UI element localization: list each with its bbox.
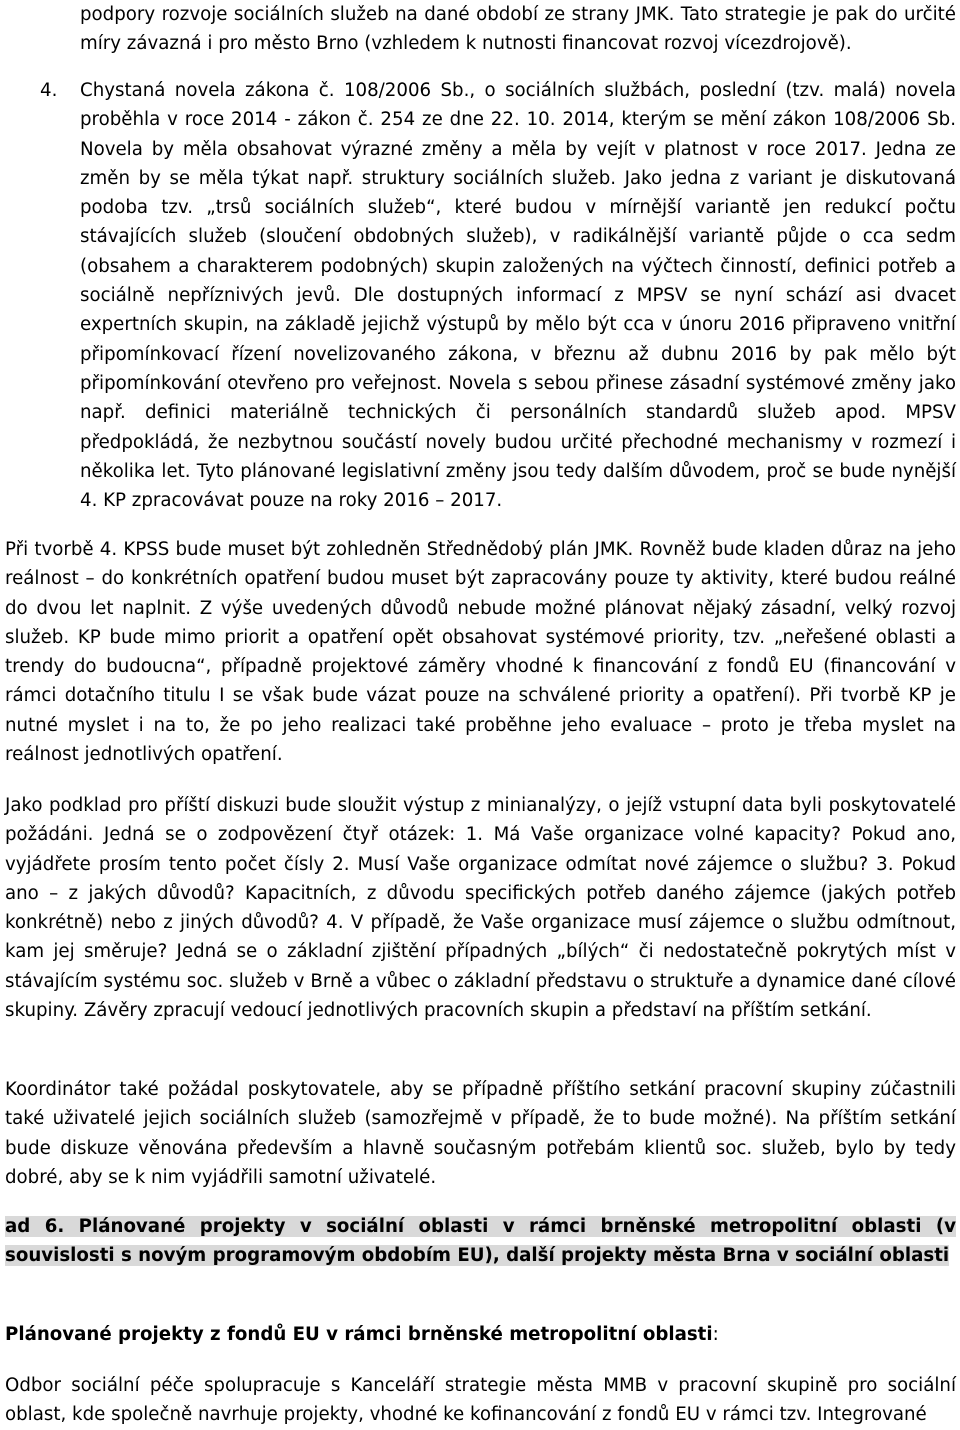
section-heading-ad6 (5, 1212, 956, 1271)
subheading-colon: : (712, 1324, 719, 1345)
paragraph-koordinator: Koordinátor také požádal poskytovatele, aby se případně příštího setkání pracovní skupiny zúčastnili také uživatelé jejich sociálních služeb (samozřejmě v případě, že to bude možné). Na příštím setkání bude diskuze věnována především a hlavně současným potřebám klientů soc. služeb, bylo by tedy dobré, aby se k nim vyjádřili samotní uživatelé. (5, 1079, 956, 1188)
paragraph-kpss: Při tvorbě 4. KPSS bude muset být zohledněn Střednědobý plán JMK. Rovněž bude kladen důraz na jeho reálnost – do konkrétních opatření budou muset být zapracovány pouze ty aktivity, které budou reálné do dvou let naplnit. Z výše uvedených důvodů nebude možné plánovat nějaký zásadní, velký rozvoj služeb. KP bude mimo priorit a opatření opět obsahovat systémové priority, tzv. „neřešené oblasti a trendy do budoucna“, případně projektové záměry vhodné k financování z fondů EU (financování v rámci dotačního titulu I se však bude vázat pouze na schválené priority a opatření). Při tvorbě KP je nutné myslet i na to, že po jeho realizaci také proběhne jeho evaluace – proto je třeba myslet na reálnost jednotlivých opatření. (5, 539, 956, 766)
item-number: 4. (40, 80, 58, 101)
numbered-item-4 (30, 76, 956, 515)
paragraph-odbor: Odbor sociální péče spolupracuje s Kanceláří strategie města MMB v pracovní skupině pro sociální oblast, kde společně navrhuje projekty, vhodné ke kofinancování z fondů EU v rámci tzv. Integrované (5, 1375, 956, 1426)
paragraph-podklad: Jako podklad pro příští diskuzi bude sloužit výstup z minianalýzy, o jejíž vstupní data byli poskytovatelé požádáni. Jedná se o zodpovězení čtyř otázek: 1. Má Vaše organizace volné kapacity? Pokud ano, vyjádřete prosím tento počet čísly 2. Musí Vaše organizace odmítat nové zájemce o službu? 3. Pokud ano – z jakých důvodů? Kapacitních, z důvodu specifických potřeb daného zájemce (jakých potřeb konkrétně) nebo z jiných důvodů? 4. V případě, že Vaše organizace musí zájemce o službu odmítnout, kam jej směruje? Jedná se o základní zjištění případných „bílých“ či nedostatečně pokrytých míst v stávajícím systému soc. služeb v Brně a vůbec o základní představu o struktuře a dynamice dané cílové skupiny. Závěry zpracují vedoucí jednotlivých pracovních skupin a představí na příštím setkání. (5, 795, 956, 1022)
previous-paragraph-tail: podpory rozvoje sociálních služeb na dané období ze strany JMK. Tato strategie je pak do určité míry závazná i pro město Brno (vzhledem k nutnosti financovat rozvoj vícezdrojově). (80, 4, 956, 55)
section-heading-text: ad 6. Plánované projekty v sociální oblasti v rámci brněnské metropolitní oblasti (v souvislosti s novým programovým obdobím EU), další projekty města Brna v sociální oblasti (5, 1216, 956, 1267)
item-4-text: Chystaná novela zákona č. 108/2006 Sb., o sociálních službách, poslední (tzv. malá) novela proběhla v roce 2014 - zákon č. 254 ze dne 22. 10. 2014, kterým se mění zákon 108/2006 Sb. Novela by měla obsahovat výrazné změny a měla by vejít v platnost v roce 2017. Jedna ze změn by se měla týkat např. struktury sociálních služeb. Jako jedna z variant je diskutovaná podoba tzv. „trsů sociálních služeb“, které budou v mírnější variantě jen redukcí počtu stávajících služeb (sloučení obdobných služeb), v radikálnější variantě půjde o cca sedm (obsahem a charakterem podobných) skupin založených na výčtech činností, definici potřeb a sociálně nepříznivých jevů. Dle dostupných informací z MPSV se nyní schází asi dvacet expertních skupin, na základě jejichž výstupů by mělo být cca v únoru 2016 připraveno vnitřní připomínkovací řízení novelizovaného zákona, v březnu až dubnu 2016 by pak mělo být připomínkování otevřeno pro veřejnost. Novela s sebou přinese zásadní systémové změny jako např. definici materiálně technických či personálních standardů služeb apod. MPSV předpokládá, že nezbytnou součástí novely budou určité přechodné mechanismy v rozmezí i několika let. Tyto plánované legislativní změny jsou tedy dalším důvodem, proč se bude nynější 4. KP zpracovávat pouze na roky 2016 – 2017. (80, 80, 956, 512)
subheading-bold-text: Plánované projekty z fondů EU v rámci brněnské metropolitní oblasti (5, 1324, 713, 1345)
subheading (5, 1320, 956, 1349)
